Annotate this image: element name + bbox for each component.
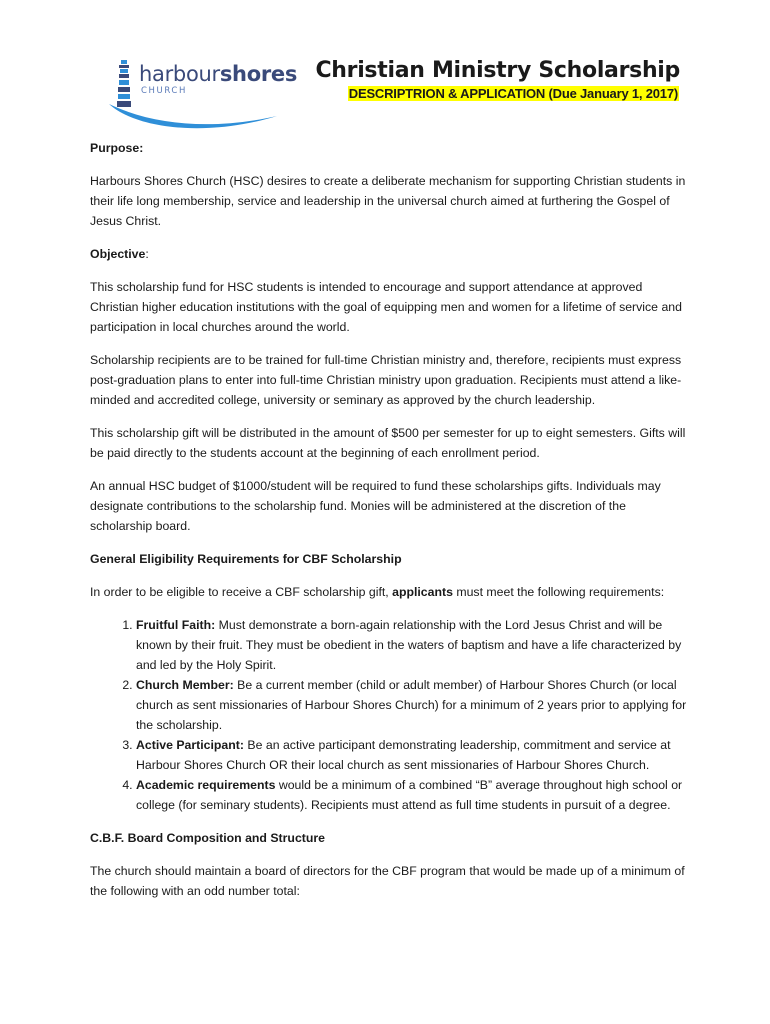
document-body <box>90 138 690 901</box>
objective-heading: Objective: <box>90 247 149 261</box>
board-text: The church should maintain a board of directors for the CBF program that would be made up of a minimum of the following with an odd number total: <box>90 864 685 898</box>
church-logo <box>105 58 298 136</box>
logo-wordmark: harbourshores <box>139 62 298 86</box>
purpose-heading: Purpose: <box>90 141 144 155</box>
list-item: 1. Fruitful Faith: Must demonstrate a born-again relationship with the Lord Jesus Christ and will be known by their fruit. They must be obedient in the waters of baptism and have a life characterized by and led by the Holy Spirit. <box>136 615 690 675</box>
objective-paragraph: An annual HSC budget of $1000/student will be required to fund these scholarships gifts. Individuals may designate contributions to the scholarship fund. Monies will be administered at the discretion of the scholarship board. <box>90 479 661 533</box>
requirements-list <box>90 615 690 815</box>
page-title: Christian Ministry Scholarship <box>315 58 680 83</box>
board-heading: C.B.F. Board Composition and Structure <box>90 831 326 845</box>
list-item: 3. Active Participant: Be an active participant demonstrating leadership, commitment and service at Harbour Shores Church OR their local church as sent missionaries of Harbour Shores Church. <box>136 735 690 775</box>
objective-paragraph: Scholarship recipients are to be trained for full-time Christian ministry and, therefore, recipients must express post-graduation plans to enter into full-time Christian ministry upon graduation. Recipients must attend a like-minded and accredited college, university or seminary as approved by the church leadership. <box>90 353 682 407</box>
objective-paragraph: This scholarship gift will be distributed in the amount of $500 per semester for up to eight semesters. Gifts will be paid directly to the students account at the beginning of each enrollment period. <box>90 426 686 460</box>
logo-subtitle: CHURCH <box>141 86 187 96</box>
list-item: 4. Academic requirements would be a minimum of a combined “B” average throughout high school or college (for seminary students). Recipients must attend as full time students in pursuit of a degree. <box>136 775 690 815</box>
purpose-text: Harbours Shores Church (HSC) desires to create a deliberate mechanism for supporting Christian students in their life long membership, service and leadership in the universal church aimed at furthering the Gospel of Jesus Christ. <box>90 174 686 228</box>
objective-paragraph: This scholarship fund for HSC students is intended to encourage and support attendance at approved Christian higher education institutions with the goal of equipping men and women for a lifetime of service and participation in local churches around the world. <box>90 280 682 334</box>
eligibility-heading: General Eligibility Requirements for CBF Scholarship <box>90 552 402 566</box>
list-item: 2. Church Member: Be a current member (child or adult member) of Harbour Shores Church (or local church as sent missionaries of Harbour Shores Church) for a minimum of 2 years prior to applying for the scholarship. <box>136 675 690 735</box>
page-subtitle: DESCRIPTRION & APPLICATION (Due January 1, 2017) <box>348 86 678 101</box>
eligibility-intro: In order to be eligible to receive a CBF scholarship gift, applicants must meet the following requirements: <box>90 585 665 599</box>
